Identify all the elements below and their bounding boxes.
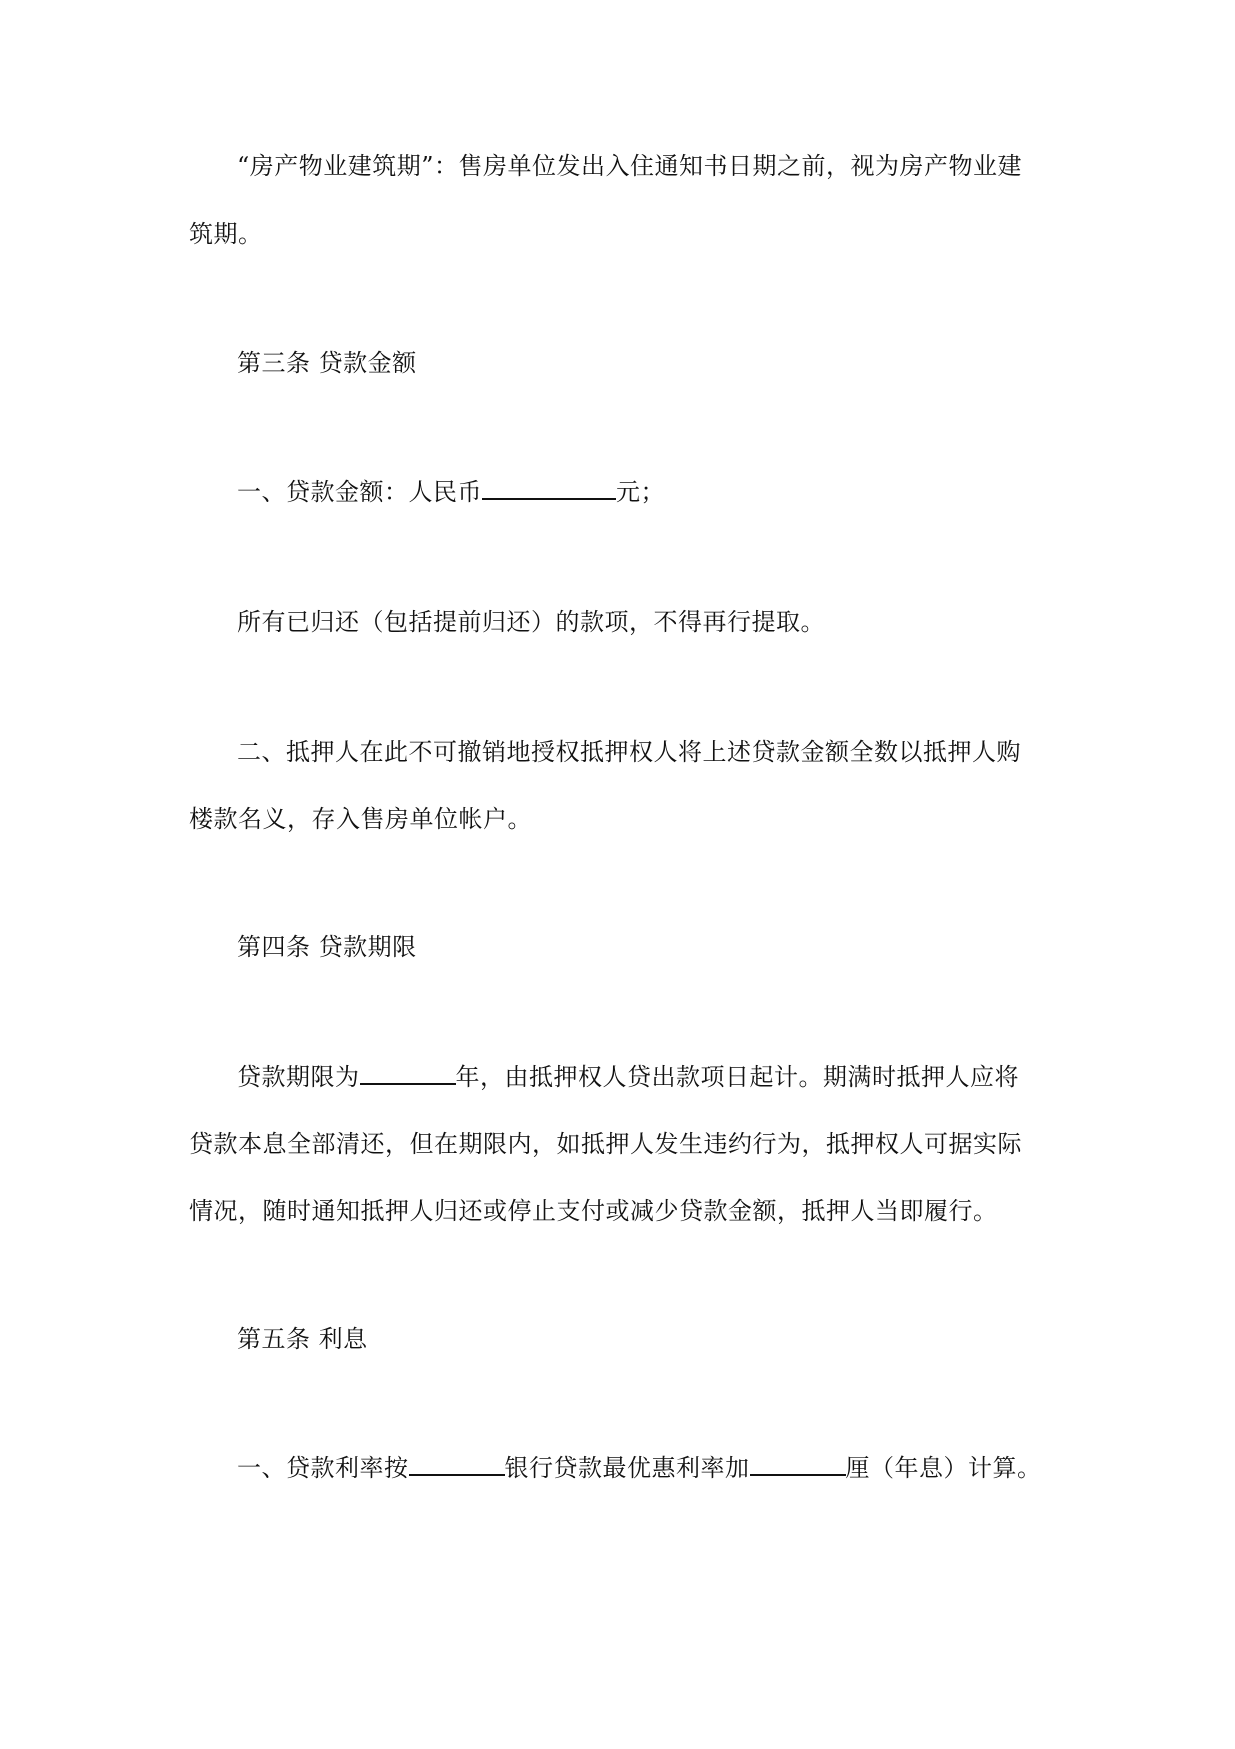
definition-paragraph-line-2: 筑期。	[189, 220, 263, 248]
rate-margin-blank[interactable]	[750, 1452, 846, 1476]
article-3-note: 所有已归还（包括提前归还）的款项，不得再行提取。	[237, 608, 825, 636]
definition-paragraph-line-1: “房产物业建筑期”：售房单位发出入住通知书日期之前，视为房产物业建	[237, 152, 1023, 180]
article-4-line-1	[237, 1061, 1019, 1093]
article-3-item-2-line-1: 二、抵押人在此不可撤销地授权抵押权人将上述贷款金额全数以抵押人购	[237, 738, 1021, 766]
article-4-line-3: 情况，随时通知抵押人归还或停止支付或减少贷款金额，抵押人当即履行。	[189, 1197, 998, 1225]
article-5-item-1-prefix: 一、贷款利率按	[237, 1454, 409, 1482]
article-4-heading: 第四条 贷款期限	[237, 933, 417, 961]
article-3-item-2-line-2: 楼款名义，存入售房单位帐户。	[189, 805, 532, 833]
article-5-item-1	[237, 1452, 1042, 1484]
article-3-item-1	[237, 476, 665, 508]
article-4-line-2: 贷款本息全部清还，但在期限内，如抵押人发生违约行为，抵押权人可据实际	[189, 1130, 1022, 1158]
article-3-item-1-suffix: 元；	[616, 478, 665, 506]
article-5-heading: 第五条 利息	[237, 1325, 368, 1353]
loan-term-years-blank[interactable]	[360, 1061, 456, 1085]
article-4-line-1-prefix: 贷款期限为	[237, 1063, 360, 1091]
article-5-item-1-middle: 银行贷款最优惠利率加	[504, 1454, 750, 1482]
loan-amount-blank[interactable]	[482, 476, 616, 500]
article-3-heading: 第三条 贷款金额	[237, 349, 417, 377]
article-5-item-1-suffix: 厘（年息）计算。	[845, 1454, 1042, 1482]
article-3-item-1-prefix: 一、贷款金额：人民币	[237, 478, 482, 506]
bank-name-blank[interactable]	[409, 1452, 505, 1476]
article-4-line-1-suffix: 年，由抵押权人贷出款项日起计。期满时抵押人应将	[455, 1063, 1019, 1091]
